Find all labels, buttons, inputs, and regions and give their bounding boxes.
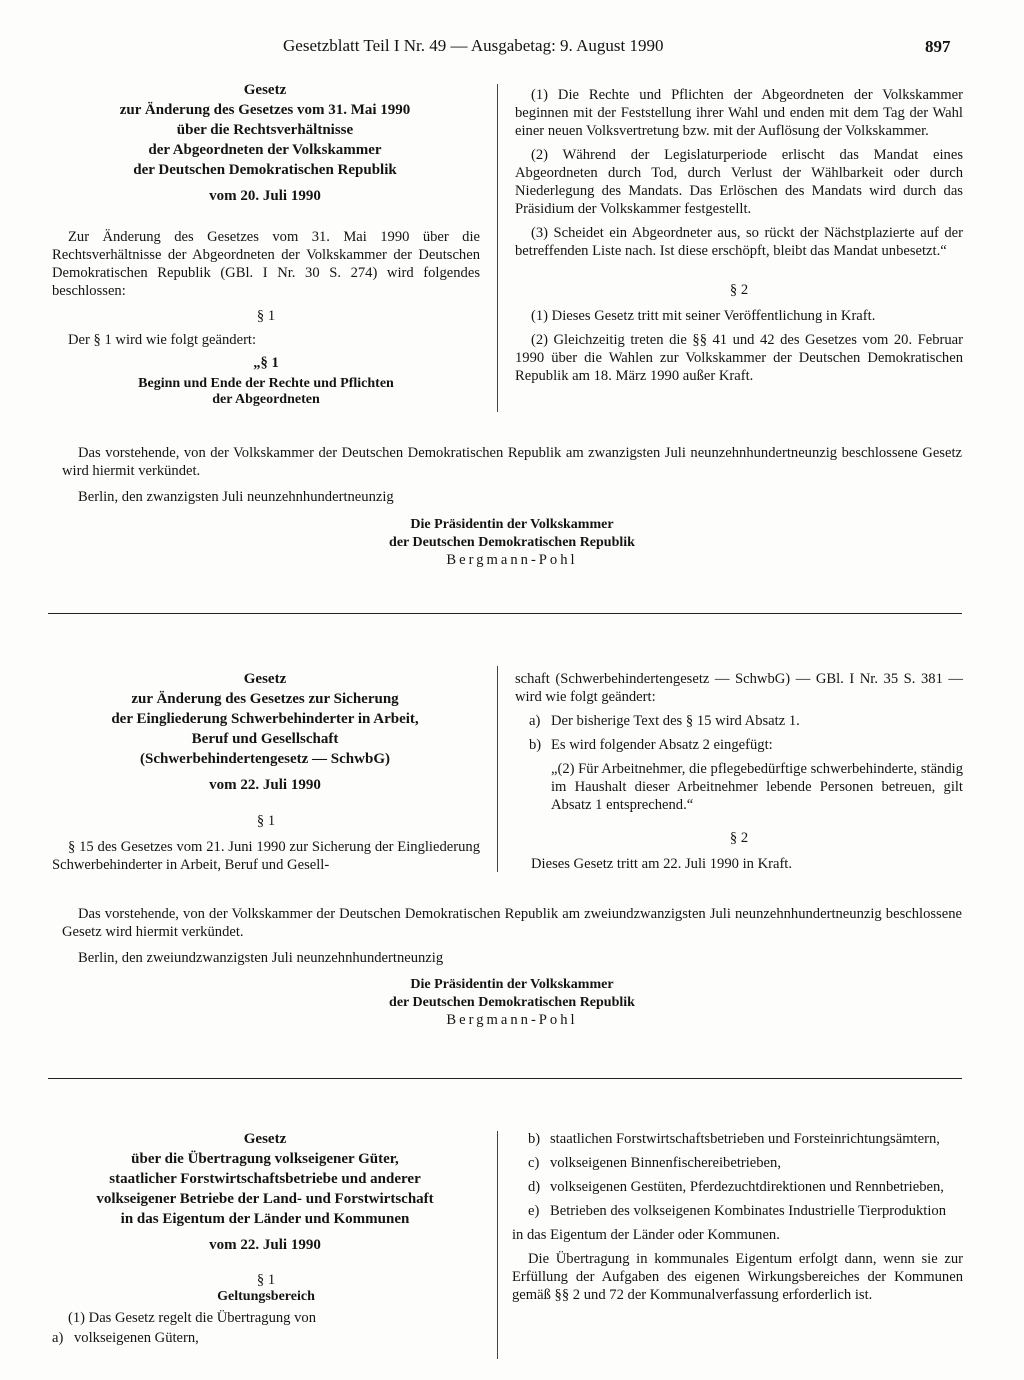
signature-name: Bergmann-Pohl	[446, 1012, 578, 1028]
list-item	[529, 712, 963, 730]
law1-left-column	[52, 228, 480, 408]
item-text: volkseigenen Gestüten, Pferdezuchtdirektionen und Rennbetrieben,	[550, 1179, 944, 1195]
law3-title-line: über die Übertragung volkseigener Güter,	[131, 1151, 399, 1167]
item-text: Es wird folgender Absatz 2 eingefügt:	[551, 737, 773, 753]
law3-left-column	[52, 1272, 480, 1347]
law1-intro: Zur Änderung des Gesetzes vom 31. Mai 1990 über die Rechtsverhältnisse der Abgeordneten der Volkskammer der Deutschen Demokratischen Republik (GBl. I Nr. 30 S. 274) wird folgendes beschlossen:	[52, 229, 480, 299]
law1-section2: § 2	[729, 282, 749, 298]
item-label: b)	[529, 737, 542, 753]
law2-right-column	[515, 670, 963, 873]
law3-title-line: staatlicher Forstwirtschaftsbetriebe und anderer	[109, 1171, 421, 1187]
signature-title: der Deutschen Demokratischen Republik	[389, 535, 635, 550]
law2-title-line: (Schwerbehindertengesetz — SchwbG)	[140, 751, 390, 767]
signature-title: Die Präsidentin der Volkskammer	[410, 977, 614, 992]
law1-s2-para1: (1) Dieses Gesetz tritt mit seiner Veröffentlichung in Kraft.	[531, 308, 876, 324]
item-label: c)	[528, 1155, 540, 1171]
law1-signature	[300, 516, 724, 569]
law2-body-part1: § 15 des Gesetzes vom 21. Juni 1990 zur Sicherung der Eingliederung Schwerbehinderter in Arbeit, Beruf und Gesell-	[52, 839, 480, 873]
law1-para1: (1) Die Rechte und Pflichten der Abgeordneten der Volkskammer beginnen mit der Feststellung ihrer Wahl und enden mit dem Tag der Wahl einer neuen Volksvertretung bzw. mit der Auflösung der Volkskammer.	[515, 87, 963, 139]
law1-quoted-section: „§ 1	[253, 355, 279, 371]
signature-name: Bergmann-Pohl	[446, 552, 578, 568]
page-number: 897	[925, 37, 951, 56]
law2-title-line: zur Änderung des Gesetzes zur Sicherung	[131, 691, 399, 707]
law3-title-line: in das Eigentum der Länder und Kommunen	[120, 1211, 410, 1227]
list-item	[528, 1154, 963, 1172]
law1-title-line: der Deutschen Demokratischen Republik	[133, 162, 397, 178]
law1-quoted-heading: der Abgeordneten	[212, 392, 320, 407]
law2-items	[515, 712, 963, 814]
law1-title-line: der Abgeordneten der Volkskammer	[148, 142, 382, 158]
law1-promulgation: Das vorstehende, von der Volkskammer der Deutschen Demokratischen Republik am zwanzigsten Juli neunzehnhundertneunzig beschlossene Gesetz wird hiermit verkündet.	[62, 445, 962, 479]
law2-place-date: Berlin, den zweiundzwanzigsten Juli neunzehnhundertneunzig	[78, 950, 444, 966]
law2-promulgation-block	[62, 905, 962, 967]
list-item	[52, 1329, 480, 1347]
item-text: Der bisherige Text des § 15 wird Absatz 1.	[551, 713, 800, 729]
law2-signature	[300, 976, 724, 1029]
law3-after-items: in das Eigentum der Länder oder Kommunen.	[512, 1227, 780, 1243]
law2-title	[50, 669, 480, 795]
law3-section1: § 1	[256, 1272, 276, 1288]
law3-items	[512, 1130, 963, 1220]
running-header: Gesetzblatt Teil I Nr. 49 — Ausgabetag: 9. August 1990	[283, 36, 664, 55]
list-item	[529, 736, 963, 754]
law2-quote: „(2) Für Arbeitnehmer, die pflegebedürftige schwerbehinderte, ständig im Haushalt dieser Arbeitnehmer lebende Personen betreuen, gilt Absatz 1 entsprechend.“	[551, 761, 963, 813]
law1-promulgation-block	[62, 444, 962, 506]
law3-section1-title: Geltungsbereich	[217, 1289, 315, 1304]
law2-left-column	[52, 813, 480, 874]
law2-section2: § 2	[729, 830, 749, 846]
list-item	[528, 1130, 963, 1148]
law1-para2: (2) Während der Legislaturperiode erlischt das Mandat eines Abgeordneten durch Tod, durch Verlust der Wählbarkeit oder durch Niederlegung des Mandats. Das Erlöschen des Mandats wird durch das Präsidium der Volkskammer festgestellt.	[515, 147, 963, 217]
list-item	[528, 1202, 963, 1220]
law2-title-line: Beruf und Gesellschaft	[191, 731, 339, 747]
law3-right-column	[512, 1130, 963, 1304]
signature-title: Die Präsidentin der Volkskammer	[410, 517, 614, 532]
law2-promulgation: Das vorstehende, von der Volkskammer der Deutschen Demokratischen Republik am zweiundzwanzigsten Juli neunzehnhundertneunzig beschlossene Gesetz wird hiermit verkündet.	[62, 906, 962, 940]
law3-para1: (1) Das Gesetz regelt die Übertragung von	[68, 1310, 317, 1326]
law1-title	[50, 80, 480, 206]
law2-title-line: Gesetz	[243, 671, 287, 687]
column-divider	[497, 666, 498, 872]
law1-place-date: Berlin, den zwanzigsten Juli neunzehnhundertneunzig	[78, 489, 394, 505]
law2-title-line: der Eingliederung Schwerbehinderter in Arbeit,	[111, 711, 419, 727]
law2-date: vom 22. Juli 1990	[209, 777, 321, 793]
law1-title-line: Gesetz	[243, 82, 287, 98]
item-text: Betrieben des volkseigenen Kombinates Industrielle Tierproduktion	[550, 1203, 946, 1219]
item-text: staatlichen Forstwirtschaftsbetrieben und Forsteinrichtungsämtern,	[550, 1131, 940, 1147]
law3-para2: Die Übertragung in kommunales Eigentum erfolgt dann, wenn sie zur Erfüllung der Aufgaben des eigenen Wirkungsbereiches der Kommunen gemäß §§ 2 und 72 der Kommunalverfassung erforderlich ist.	[512, 1251, 963, 1303]
column-divider	[497, 84, 498, 412]
law1-right-column	[515, 86, 963, 385]
law1-title-line: zur Änderung des Gesetzes vom 31. Mai 1990	[119, 102, 411, 118]
law1-amend-intro: Der § 1 wird wie folgt geändert:	[68, 332, 257, 348]
law2-section1: § 1	[256, 813, 276, 829]
law1-para3: (3) Scheidet ein Abgeordneter aus, so rückt der Nächstplazierte auf der betreffenden Liste nach. Ist diese erschöpft, bleibt das Mandat unbesetzt.“	[515, 225, 963, 259]
law3-title	[50, 1129, 480, 1255]
law1-s2-para2: (2) Gleichzeitig treten die §§ 41 und 42 des Gesetzes vom 20. Februar 1990 über die Wahlen zur Volkskammer der Deutschen Demokratischen Republik am 18. März 1990 außer Kraft.	[515, 332, 963, 384]
law3-date: vom 22. Juli 1990	[209, 1237, 321, 1253]
law1-quoted-heading: Beginn und Ende der Rechte und Pflichten	[138, 376, 394, 391]
item-text: volkseigenen Binnenfischereibetrieben,	[550, 1155, 781, 1171]
law3-title-line: Gesetz	[243, 1131, 287, 1147]
item-text: volkseigenen Gütern,	[74, 1330, 199, 1346]
list-item	[528, 1178, 963, 1196]
item-label: a)	[52, 1330, 64, 1346]
law2-s2-text: Dieses Gesetz tritt am 22. Juli 1990 in Kraft.	[531, 856, 793, 872]
section-divider	[48, 1078, 962, 1079]
section-divider	[48, 613, 962, 614]
law2-body-part2: schaft (Schwerbehindertengesetz — SchwbG) — GBl. I Nr. 35 S. 381 — wird wie folgt geändert:	[515, 671, 963, 705]
law1-date: vom 20. Juli 1990	[209, 188, 321, 204]
item-label: b)	[528, 1131, 541, 1147]
law3-title-line: volkseigener Betriebe der Land- und Forstwirtschaft	[96, 1191, 434, 1207]
signature-title: der Deutschen Demokratischen Republik	[389, 995, 635, 1010]
item-label: a)	[529, 713, 541, 729]
law1-title-line: über die Rechtsverhältnisse	[176, 122, 354, 138]
item-label: e)	[528, 1203, 540, 1219]
column-divider	[497, 1131, 498, 1359]
law1-section1: § 1	[256, 308, 276, 324]
item-label: d)	[528, 1179, 541, 1195]
